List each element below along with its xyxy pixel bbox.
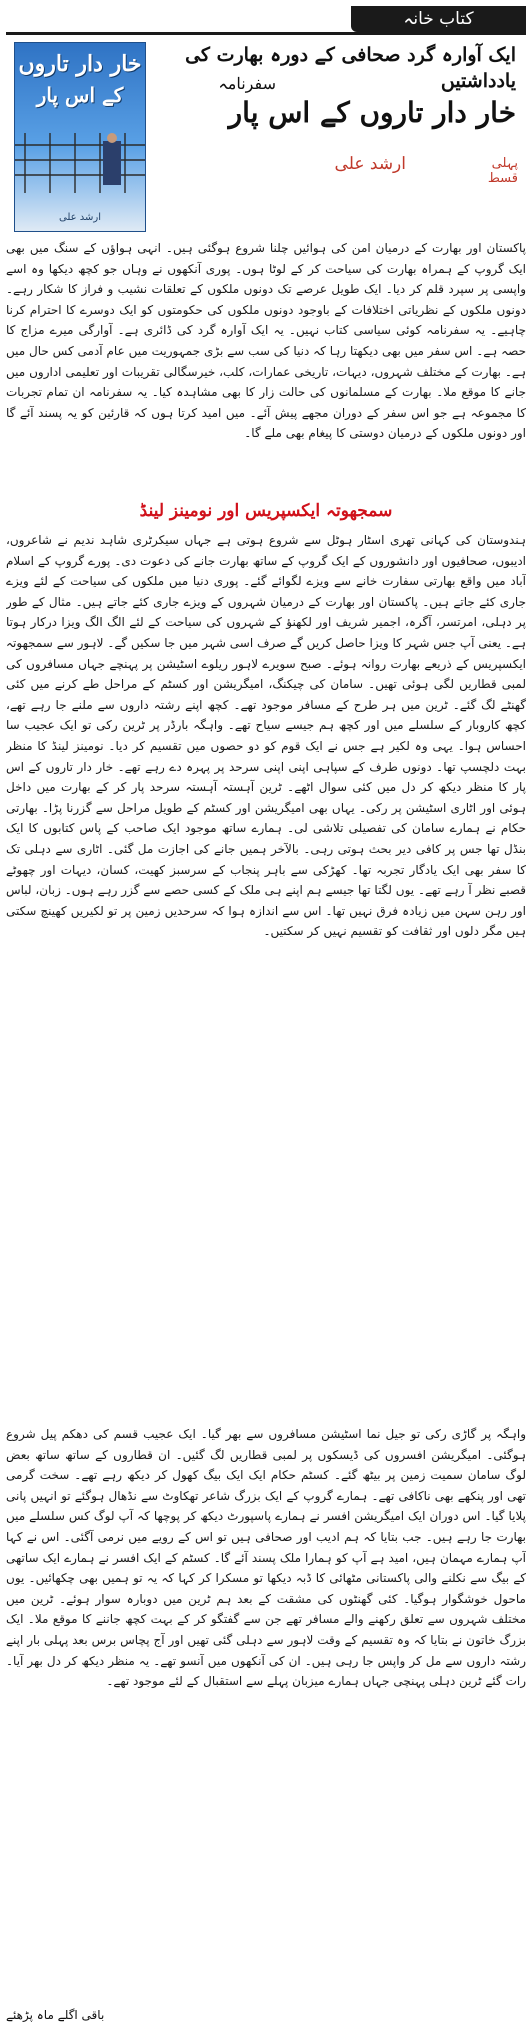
book-cover-title-line1: خار دار تاروں: [18, 51, 142, 77]
book-cover-author: ارشد علی: [58, 212, 102, 223]
body-paragraph-3: واہگہ پر گاڑی رکی تو جیل نما اسٹیشن مسافروں سے بھر گیا۔ ایک عجیب قسم کی دھکم پیل شروع ہوگئی۔ امیگریشن افسروں کی ڈیسکوں پر لمبی قطاریں لگ گئیں۔ ان قطاروں کے ساتھ ساتھ بعض لوگ سامان سمیت زمین پر بیٹھ گئے۔ کسٹم حکام ایک ایک بیگ کھول کر دیکھ رہے تھے۔ سخت گرمی تھی اور پنکھے بھی ناکافی تھے۔ ہمارے گروپ کے ایک بزرگ شاعر تھکاوٹ سے نڈھال ہوگئے تو انہیں پانی پلایا گیا۔ اس دوران ایک امیگریشن افسر نے ہمارے پاسپورٹ دیکھ کر پوچھا کہ آپ لوگ کس سلسلے میں بھارت جا رہے ہیں۔ جب بتایا کہ ہم ادیب اور صحافی ہیں تو اس کے رویے میں نرمی آگئی۔ اس نے کہا آپ ہمارے مہمان ہیں، امید ہے آپ کو ہمارا ملک پسند آئے گا۔ کسٹم کے ایک افسر نے ہمارے ایک ساتھی کے بیگ سے نکلنے والی پاکستانی مٹھائی کا ڈبہ دیکھا تو مسکرا کر کہا کہ یہ تو ہمیں بھی چکھائیں۔ یوں ماحول خوشگوار ہوگیا۔ کئی گھنٹوں کی مشقت کے بعد ہم ٹرین میں دوبارہ سوار ہوئے۔ ٹرین میں مختلف شہروں سے تعلق رکھنے والے مسافر تھے جن سے گفتگو کر کے بہت کچھ جاننے کا موقع ملا۔ ایک بزرگ خاتون نے بتایا کہ وہ تقسیم کے وقت لاہور سے دہلی گئی تھیں اور آج پچاس برس بعد پہلی بار اپنے رشتہ داروں سے مل کر واپس جا رہی ہیں۔ ان کی آنکھوں میں آنسو تھے۔ یہ منظر دیکھ کر دل بھر آیا۔ رات گئے ٹرین دہلی پہنچی جہاں ہمارے میزبان پہلے سے استقبال کے لئے موجود تھے۔: [6, 1427, 526, 1689]
body-paragraph-2: ہندوستان کی کہانی تھری اسٹار ہوٹل سے شروع ہوتی ہے جہاں سیکرٹری شاہد ندیم نے شاعروں، ادیبوں، صحافیوں اور دانشوروں کے ایک گروپ کے ساتھ بھارت جانے کی دعوت دی۔ پورے گروپ کے اسلام آباد میں واقع بھارتی سفارت خانے سے ویزے لگوائے گئے۔ پوری دنیا میں ملکوں کی سیاحت کے لئے ویزے جاری کئے جاتے ہیں۔ پاکستان اور بھارت کے درمیان شہروں کے ویزے جاری کئے جاتے ہیں۔ مثال کے طور پر دہلی، امرتسر، آگرہ، اجمیر شریف اور لکھنؤ کے شہروں کی سیاحت کے لئے الگ الگ ویزا درکار ہوتا ہے۔ یعنی آپ جس شہر کا ویزا حاصل کریں گے صرف اسی شہر میں جا سکیں گے۔ لاہور سے سمجھوتہ ایکسپریس کے ذریعے بھارت روانہ ہوئے۔ صبح سویرے لاہور ریلوے اسٹیشن پر پہنچے جہاں مسافروں کی لمبی قطاریں لگی ہوئی تھیں۔ سامان کی چیکنگ، امیگریشن اور کسٹم کے مراحل طے کرنے میں کئی گھنٹے لگ گئے۔ ٹرین میں ہر طرح کے مسافر موجود تھے۔ کچھ اپنے رشتہ داروں سے ملنے جا رہے تھے، کچھ کاروبار کے سلسلے میں اور کچھ ہم جیسے سیاح تھے۔ واہگہ بارڈر پر ٹرین رکی تو ایک عجیب سا احساس ہوا۔ یہی وہ لکیر ہے جس نے ایک قوم کو دو حصوں میں تقسیم کر دیا۔ نومینز لینڈ کا منظر بہت دلچسپ تھا۔ دونوں طرف کے سپاہی اپنی اپنی سرحد پر پہرہ دے رہے تھے۔ خار دار تاروں کے اس پار کا منظر دیکھ کر دل میں کئی سوال اٹھے۔ ٹرین آہستہ آہستہ سرحد پار کر کے بھارت میں داخل ہوئی اور اٹاری اسٹیشن پر رکی۔ یہاں بھی امیگریشن اور کسٹم کے طویل مراحل سے گزرنا پڑا۔ بھارتی حکام نے ہمارے سامان کی تفصیلی تلاشی لی۔ ہمارے ساتھ موجود ایک صاحب کے پاس کتابوں کا ایک بنڈل تھا جس پر کافی دیر بحث ہوتی رہی۔ بالآخر ہمیں جانے کی اجازت مل گئی۔ اٹاری سے دہلی تک کا سفر بھی ایک یادگار تجربہ تھا۔ کھڑکی سے باہر پنجاب کے سرسبز کھیت، کسان، دیہات اور چھوٹے قصبے نظر آ رہے تھے۔ یوں لگتا تھا جیسے ہم اپنے ہی ملک کے کسی حصے سے گزر رہے ہوں۔ زبان، لباس اور رہن سہن میں زیادہ فرق نہیں تھا۔ اس سے اندازہ ہوا کہ سرحدیں زمین پر تو لکیریں کھینچ سکتی ہیں مگر دلوں اور ثقافت کو تقسیم نہیں کر سکتیں۔: [6, 533, 526, 939]
episode-label: پہلی قسط: [487, 156, 518, 186]
barbed-wire-fence-icon: [15, 133, 145, 193]
book-cover-title-line2: کے اس پار: [36, 83, 124, 107]
headline-title: خار دار تاروں کے اس پار: [228, 96, 516, 129]
header-rule: [6, 32, 526, 35]
book-cover-image: [14, 42, 146, 232]
section-subheading: سمجھوتہ ایکسپریس اور نومینز لینڈ: [139, 501, 393, 521]
continued-note: باقی اگلے ماہ پڑھئے: [6, 2008, 105, 2022]
headline-subtitle: ایک آوارہ گرد صحافی کے دورہ بھارت کی یادداشتیں: [185, 44, 516, 92]
intro-paragraph: پاکستان اور بھارت کے درمیان امن کی ہوائیں چلنا شروع ہوگئی ہیں۔ انہی ہواؤں کے سنگ میں بھی ایک گروپ کے ہمراہ بھارت کی سیاحت کر کے لوٹا ہوں۔ پوری آنکھوں نے وہاں جو کچھ دیکھا وہ اسے واپسی پر سپرد قلم کر دیا۔ ایک طویل عرصے تک دونوں ملکوں کے تعلقات نشیب و فراز کا شکار رہے۔ دونوں ملکوں کے نظریاتی اختلافات کے باوجود دونوں ملکوں کی حکومتوں کو ایک دوسرے کا احترام کرنا چاہیے۔ یہ سفرنامہ کوئی سیاسی کتاب نہیں۔ یہ ایک آوارہ گرد کی ڈائری ہے۔ آوارگی میرے مزاج کا حصہ ہے۔ اس سفر میں بھی دیکھتا رہا کہ دنیا کی سب سے بڑی جمہوریت میں عام آدمی کس حال میں ہے۔ بھارت کے مختلف شہروں، دیہات، تاریخی عمارات، کلب، خیرسگالی تقریبات اور تعلیمی اداروں میں جانے کا موقع ملا۔ بھارت کے مسلمانوں کی حالت زار کا بھی مشاہدہ کیا۔ یہ سفرنامہ ان تمام تجربات کا مجموعہ ہے جو اس سفر کے دوران مجھے پیش آئے۔ میں امید کرتا ہوں کہ قارئین کو یہ پسند آئے گا اور دونوں ملکوں کے درمیان دوستی کا پیغام بھی ملے گا۔: [6, 241, 526, 441]
genre-label: سفرنامہ: [218, 74, 276, 93]
author-byline: ارشد علی: [334, 154, 406, 174]
magazine-page: [6, 6, 526, 2028]
section-header: کتاب خانہ: [351, 6, 526, 32]
